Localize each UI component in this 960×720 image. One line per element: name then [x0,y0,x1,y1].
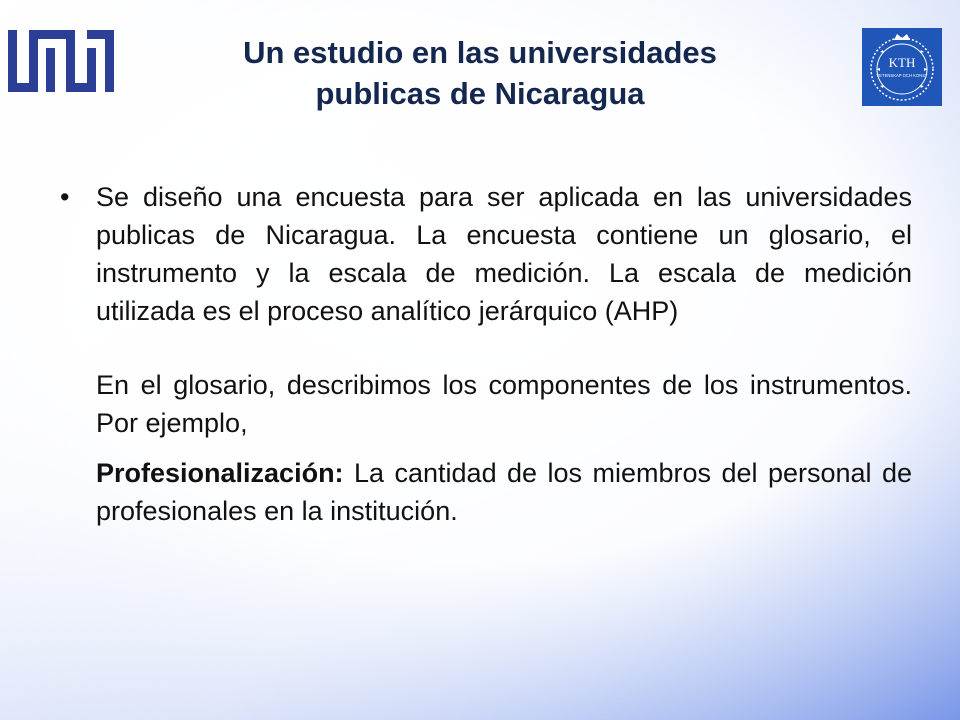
slide-body [60,178,912,530]
bullet-icon: • [60,182,70,212]
definition-text: La cantidad de los miembros del personal de profesionales en la institución. [96,458,912,526]
title-line-2: publicas de Nicaragua [315,76,645,111]
title-line-1: Un estudio en las universidades [243,35,717,70]
uni-logo-icon [8,30,114,92]
glossary-paragraph: En el glosario, describimos los componentes de los instrumentos. Por ejemplo, [96,370,912,438]
bullet-item [60,178,912,330]
slide-title [160,32,800,114]
kth-logo-text: KTH [888,55,916,70]
kth-logo-subtext: VETENSKAP OCH KONST [876,73,928,78]
definition-term: Profesionalización: [96,458,344,488]
kth-logo [862,28,942,106]
bullet-text: Se diseño una encuesta para ser aplicada en las universidades publicas de Nicaragua. La encuesta contiene un glosario, el instrumento y la escala de medición. La escala de medición utilizada es el proceso analítico jerárquico (AHP) [96,182,912,326]
definition-paragraph [96,454,912,530]
kth-crest-icon [862,28,942,106]
